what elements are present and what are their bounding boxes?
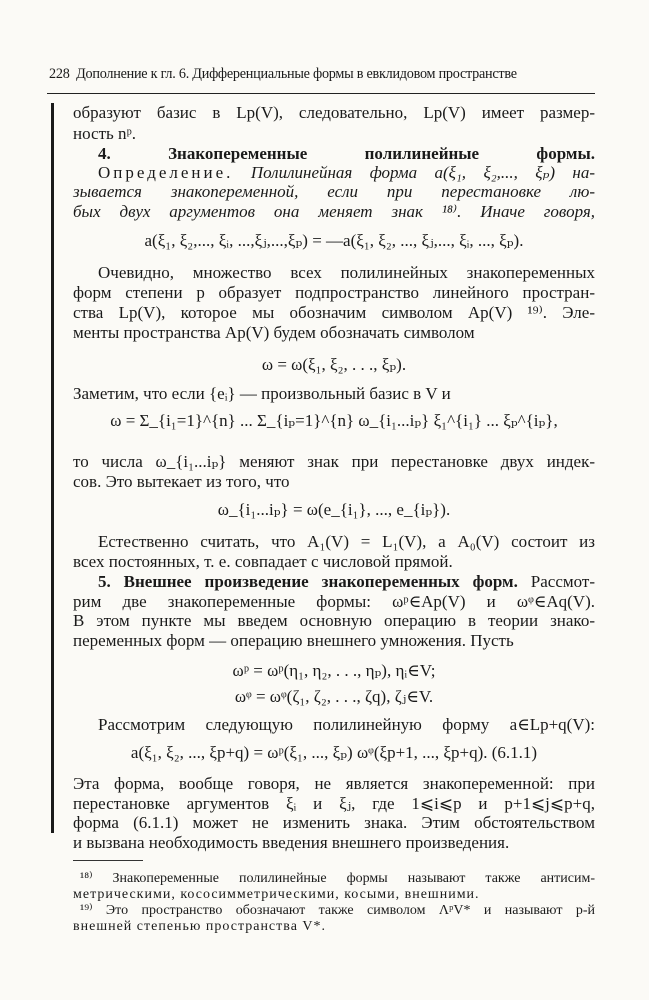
text-line: Эта форма, вообще говоря, не является знакопеременной: при bbox=[73, 774, 595, 793]
section-line bbox=[98, 572, 595, 592]
equation-omega: ω = ω(ξ₁, ξ₂, . . ., ξₚ). bbox=[261, 355, 407, 374]
text-line: Естественно считать, что A₁(V) = L₁(V), а A₀(V) состоит из bbox=[98, 532, 595, 551]
text-line: В этом пункте мы введем основную операцию в теории знако- bbox=[73, 611, 595, 630]
equation-expansion: ω = Σ_{i₁=1}^{n} ... Σ_{iₚ=1}^{n} ω_{i₁...iₚ} ξ₁^{i₁} ... ξₚ^{iₚ}, bbox=[110, 411, 558, 430]
page-number: 228 bbox=[49, 66, 70, 82]
equation-omega-p: ωᵖ = ωᵖ(η₁, η₂, . . ., ηₚ), ηᵢ∈V; bbox=[232, 661, 436, 680]
equation-omega-q: ωᵠ = ωᵠ(ζ₁, ζ₂, . . ., ζq), ζⱼ∈V. bbox=[234, 687, 434, 706]
footnote-18: ¹⁸⁾ Знакопеременные полилинейные формы называют также антисим- bbox=[80, 871, 595, 886]
text-line: рим две знакопеременные формы: ωᵖ∈Ap(V) и ωᵠ∈Aq(V). bbox=[73, 592, 595, 611]
definition-line bbox=[98, 163, 595, 183]
running-title: Дополнение к гл. 6. Дифференциальные формы в евклидовом пространстве bbox=[76, 66, 517, 82]
text-line: образуют базис в Lp(V), следовательно, Lp(V) имеет размер- bbox=[73, 103, 595, 122]
text-line: зывается знакопеременной, если при перестановке лю- bbox=[73, 182, 595, 201]
text-line: форм степени p образует подпространство линейного простран- bbox=[73, 283, 595, 302]
footnote-rule bbox=[73, 860, 143, 861]
section-heading: 4. Знакопеременные полилинейные формы. bbox=[98, 144, 595, 163]
text-line: переменных форм — операцию внешнего умножения. Пусть bbox=[73, 631, 514, 650]
text-line: сов. Это вытекает из того, что bbox=[73, 472, 290, 491]
footnote-18-cont: метрическими, кососимметрическими, косыми, внешними. bbox=[73, 887, 480, 902]
text-line: форма (6.1.1) может не изменить знака. Этим обстоятельством bbox=[73, 813, 595, 832]
text-line: всех постоянных, т. е. совпадает с числовой прямой. bbox=[73, 552, 453, 571]
definition-text: Полилинейная форма a(ξ₁, ξ₂,..., ξₚ) на- bbox=[250, 163, 596, 182]
text-line: ность nᵖ. bbox=[73, 124, 137, 143]
text-line: бых двух аргументов она меняет знак ¹⁸⁾. Иначе говоря, bbox=[73, 202, 595, 221]
text-line: Рассмотрим следующую полилинейную форму a∈Lp+q(V): bbox=[98, 715, 595, 734]
section-heading: 5. Внешнее произведение знакопеременных форм. bbox=[98, 572, 518, 591]
text-line: Заметим, что если {eᵢ} — произвольный базис в V и bbox=[73, 384, 451, 403]
footnote-19: ¹⁹⁾ Это пространство обозначают также символом ΛᵖV* и называют p-й bbox=[80, 903, 595, 918]
header-rule bbox=[47, 93, 595, 94]
section-text: Рассмот- bbox=[530, 572, 596, 591]
text-line: и вызвана необходимость введения внешнего произведения. bbox=[73, 833, 510, 852]
text-line: перестановке аргументов ξᵢ и ξⱼ, где 1⩽i⩽p и p+1⩽j⩽p+q, bbox=[73, 794, 595, 813]
text-line: Очевидно, множество всех полилинейных знакопеременных bbox=[98, 263, 595, 282]
text-line: ства Lp(V), которое мы обозначим символом Ap(V) ¹⁹⁾. Эле- bbox=[73, 303, 595, 322]
running-header bbox=[49, 66, 595, 83]
equation-alternating: a(ξ₁, ξ₂,..., ξᵢ, ...,ξⱼ,...,ξₚ) = —a(ξ₁, ξ₂, ..., ξⱼ,..., ξᵢ, ..., ξₚ). bbox=[144, 231, 524, 250]
equation-6-1-1: a(ξ₁, ξ₂, ..., ξp+q) = ωᵖ(ξ₁, ..., ξₚ) ωᵠ(ξp+1, ..., ξp+q). (6.1.1) bbox=[130, 743, 538, 762]
text-line: то числа ω_{i₁...iₚ} меняют знак при перестановке двух индек- bbox=[73, 452, 595, 471]
equation-components: ω_{i₁...iₚ} = ω(e_{i₁}, ..., e_{iₚ}). bbox=[217, 500, 451, 519]
footnote-19-cont: внешней степенью пространства V*. bbox=[73, 919, 327, 934]
text-line: менты пространства Ap(V) будем обозначать символом bbox=[73, 323, 475, 342]
margin-bar bbox=[51, 103, 54, 833]
definition-label: Определение. bbox=[98, 163, 234, 182]
